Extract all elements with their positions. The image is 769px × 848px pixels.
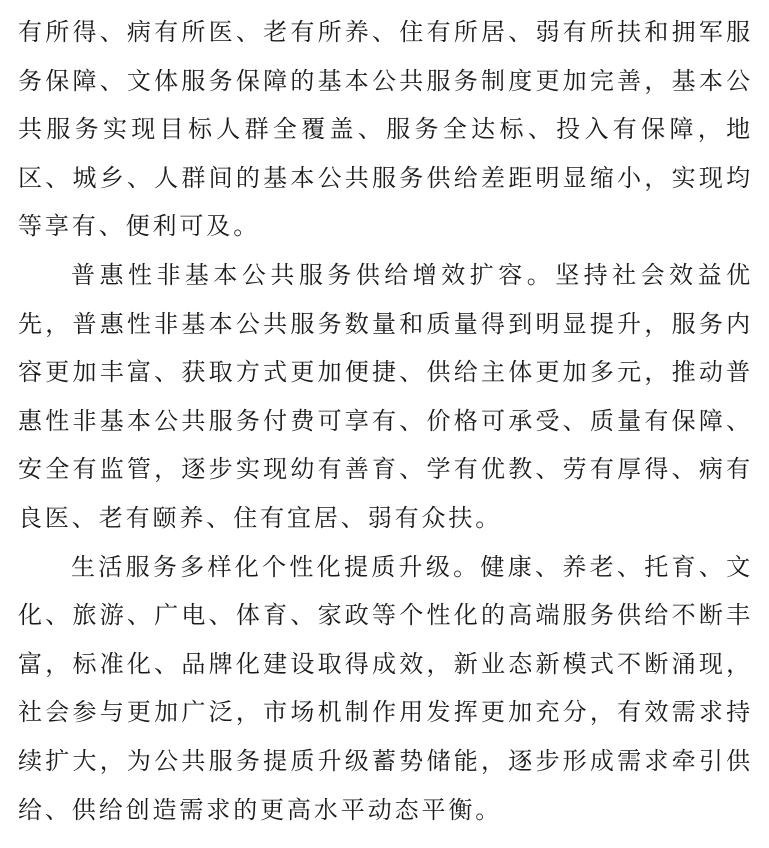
paragraph-life-services: 生活服务多样化个性化提质升级。健康、养老、托育、文化、旅游、广电、体育、家政等个性化的高端服务供给不断丰富，标准化、品牌化建设取得成效，新业态新模式不断涌现，社会参与更加广泛，市场机制作用发挥更加充分，有效需求持续扩大，为公共服务提质升级蓄势储能，逐步形成需求牵引供给、供给创造需求的更高水平动态平衡。 xyxy=(18,552,753,824)
paragraph-non-basic-services: 普惠性非基本公共服务供给增效扩容。坚持社会效益优先，普惠性非基本公共服务数量和质量得到明显提升，服务内容更加丰富、获取方式更加便捷、供给主体更加多元，推动普惠性非基本公共服务付费可享有、价格可承受、质量有保障、安全有监管，逐步实现幼有善育、学有优教、劳有厚得、病有良医、老有颐养、住有宜居、弱有众扶。 xyxy=(18,260,753,532)
paragraph-basic-services: 有所得、病有所医、老有所养、住有所居、弱有所扶和拥军服务保障、文体服务保障的基本公共服务制度更加完善，基本公共服务实现目标人群全覆盖、服务全达标、投入有保障，地区、城乡、人群间的基本公共服务供给差距明显缩小，实现均等享有、便利可及。 xyxy=(18,18,753,241)
